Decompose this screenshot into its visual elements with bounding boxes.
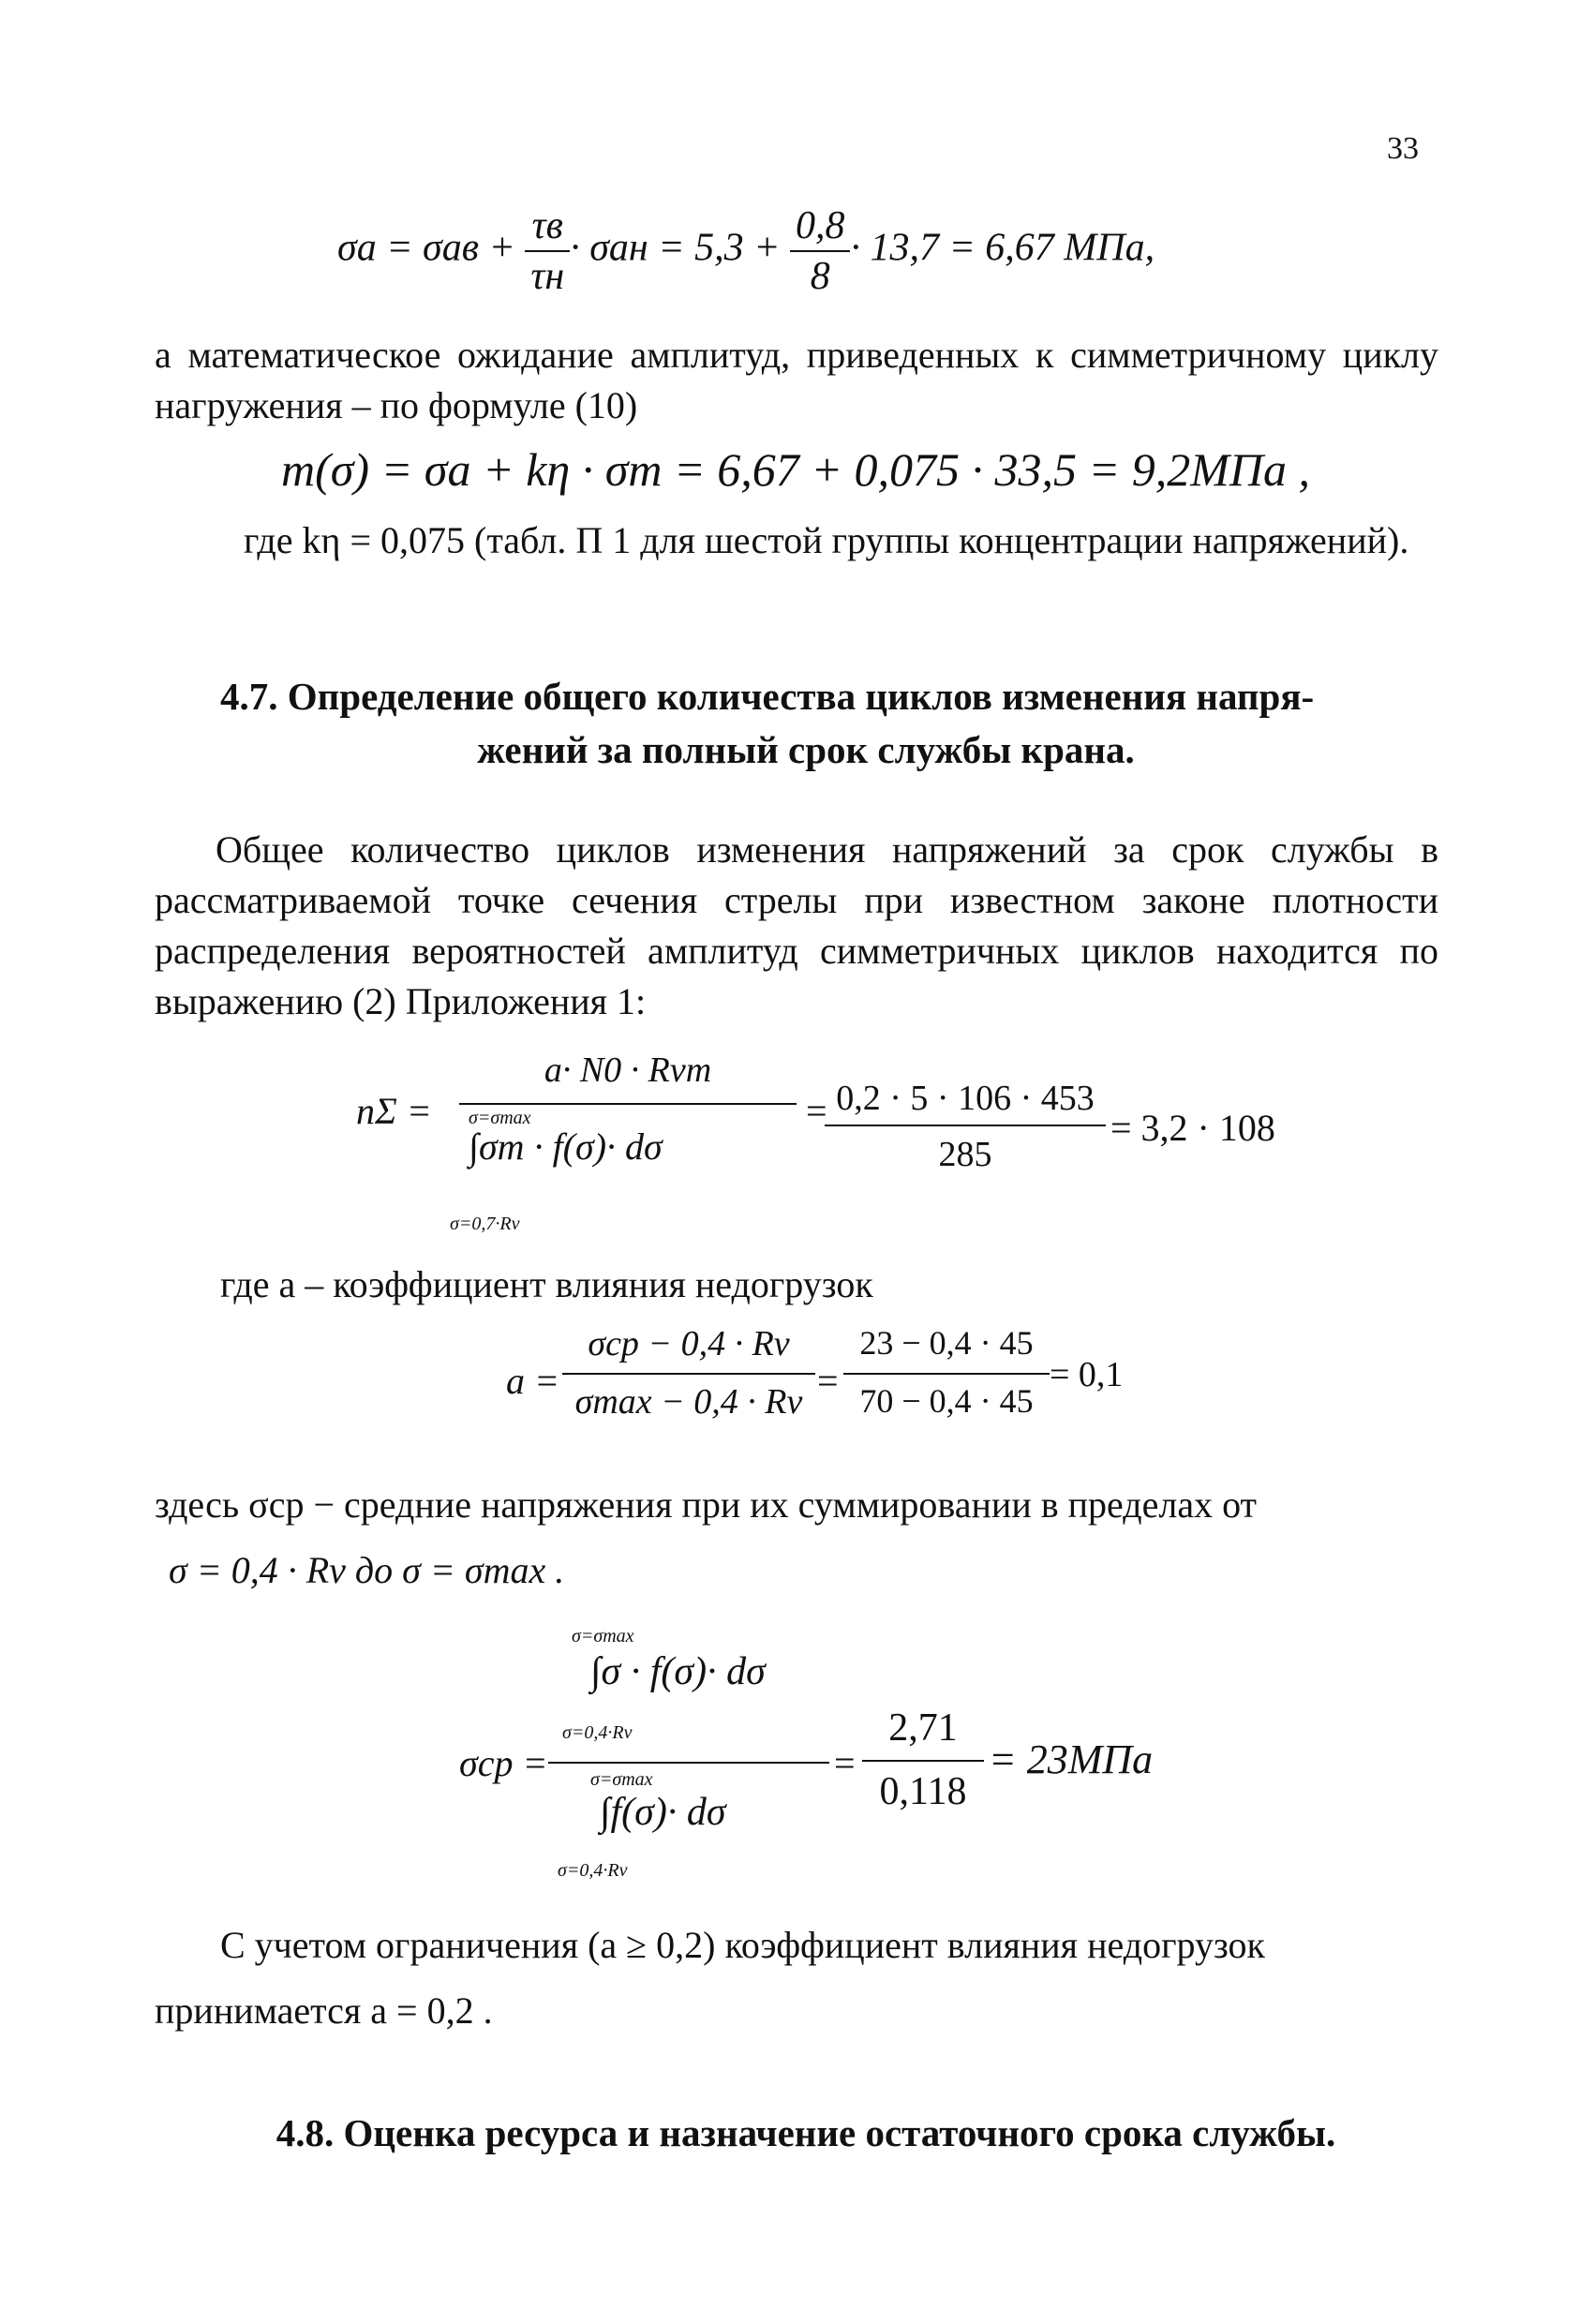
formula1-fraction-numeric: $\frac{0,8}{8}$ <box>790 201 851 301</box>
formula3-eq: = <box>806 1090 827 1132</box>
formula3-lower-limit: σ=0,7·Rv <box>450 1214 520 1234</box>
paragraph-restriction-line2: принимается a = 0,2 . <box>155 1989 493 2032</box>
formula5-denominator-numeric: 0,118 <box>879 1770 967 1813</box>
page-number: 33 <box>1387 131 1419 166</box>
paragraph-sigma-cp-line1: здесь σср − средние напряжения при их суммировании в пределах от <box>155 1483 1258 1526</box>
formula1-mid: · σaн = 5,3 + <box>570 226 790 270</box>
formula-expectation: m(σ) = σa + kη · σm = 6,67 + 0,075 · 33,5 = 9,2МПа , <box>281 443 1310 496</box>
formula5-lower2: σ=0,4·Rv <box>558 1860 628 1881</box>
formula4-fraction-bar-numeric <box>843 1373 1050 1375</box>
formula5-fraction-bar <box>548 1762 829 1764</box>
formula4-denominator: σmax − 0,4 · Rv <box>574 1382 803 1422</box>
formula5-lower1: σ=0,4·Rv <box>562 1722 633 1743</box>
formula3-upper-limit: σ=σmax <box>469 1108 531 1128</box>
paragraph-k-eta: где kη = 0,075 (табл. П 1 для шестой группы концентрации напряжений). <box>244 519 1409 561</box>
formula5-fraction-bar-numeric <box>862 1760 984 1762</box>
formula4-denominator-numeric: 70 − 0,4 · 45 <box>859 1382 1034 1420</box>
formula3-denominator-numeric: 285 <box>938 1135 992 1174</box>
formula3-fraction-bar <box>459 1103 797 1105</box>
paragraph-restriction-line1: С учетом ограничения (a ≥ 0,2) коэффициент влияния недогрузок <box>220 1924 1265 1966</box>
formula5-numerator-numeric: 2,71 <box>888 1706 958 1750</box>
formula5-numerator: ∫σ · f(σ)· dσ <box>590 1650 766 1693</box>
paragraph-expectation: а математическое ожидание амплитуд, приведенных к симметричному циклу нагружения – по формуле (10) <box>155 334 1438 426</box>
formula5-upper2: σ=σmax <box>590 1769 653 1790</box>
formula5-denominator: ∫f(σ)· dσ <box>600 1791 726 1834</box>
formula3-denominator: ∫σm · f(σ)· dσ <box>469 1125 663 1168</box>
formula4-rhs: = 0,1 <box>1050 1355 1124 1394</box>
paragraph-coefficient-a: где a – коэффициент влияния недогрузок <box>220 1263 873 1305</box>
heading-4-7-line2: жений за полный срок службы крана. <box>477 728 1135 771</box>
formula3-fraction-bar-numeric <box>825 1125 1106 1126</box>
heading-4-8: 4.8. Оценка ресурса и назначение остаточного срока службы. <box>276 2111 1336 2154</box>
formula5-lhs: σср = <box>459 1742 548 1784</box>
formula5-rhs: = 23МПа <box>989 1736 1154 1782</box>
formula1-rhs: · 13,7 = 6,67 МПа <box>850 226 1145 270</box>
formula1-lhs: σa = σaв + <box>337 226 526 270</box>
formula1-fraction-tau: $\frac{\tau в}{\tau н}$ <box>525 201 570 301</box>
formula3-numerator-numeric: 0,2 · 5 · 106 · 453 <box>836 1079 1095 1118</box>
formula3-lhs: nΣ = <box>356 1090 432 1132</box>
formula-sigma-a <box>337 201 1155 301</box>
formula4-eq: = <box>817 1360 839 1402</box>
formula4-numerator-numeric: 23 − 0,4 · 45 <box>859 1324 1034 1362</box>
formula5-eq: = <box>834 1742 856 1784</box>
formula4-lhs: a = <box>506 1360 559 1402</box>
formula4-fraction-bar <box>562 1373 815 1375</box>
formula4-numerator: σср − 0,4 · Rv <box>588 1324 790 1363</box>
paragraph-total-cycles: Общее количество циклов изменения напряжений за срок службы в рассматриваемой точке сечения стрелы при известном законе плотности распределения вероятностей амплитуд симметричных циклов находится по выражению (2) Приложения 1: <box>155 828 1438 1022</box>
heading-4-7-line1: 4.7. Определение общего количества циклов изменения напря- <box>220 675 1315 718</box>
formula5-upper1: σ=σmax <box>572 1626 634 1646</box>
formula3-rhs: = 3,2 · 108 <box>1110 1107 1275 1149</box>
formula3-numerator: a· N0 · Rvm <box>544 1050 712 1090</box>
paragraph-sigma-cp-line2: σ = 0,4 · Rv до σ = σmax . <box>169 1549 565 1591</box>
formula1-tail: , <box>1144 226 1155 270</box>
